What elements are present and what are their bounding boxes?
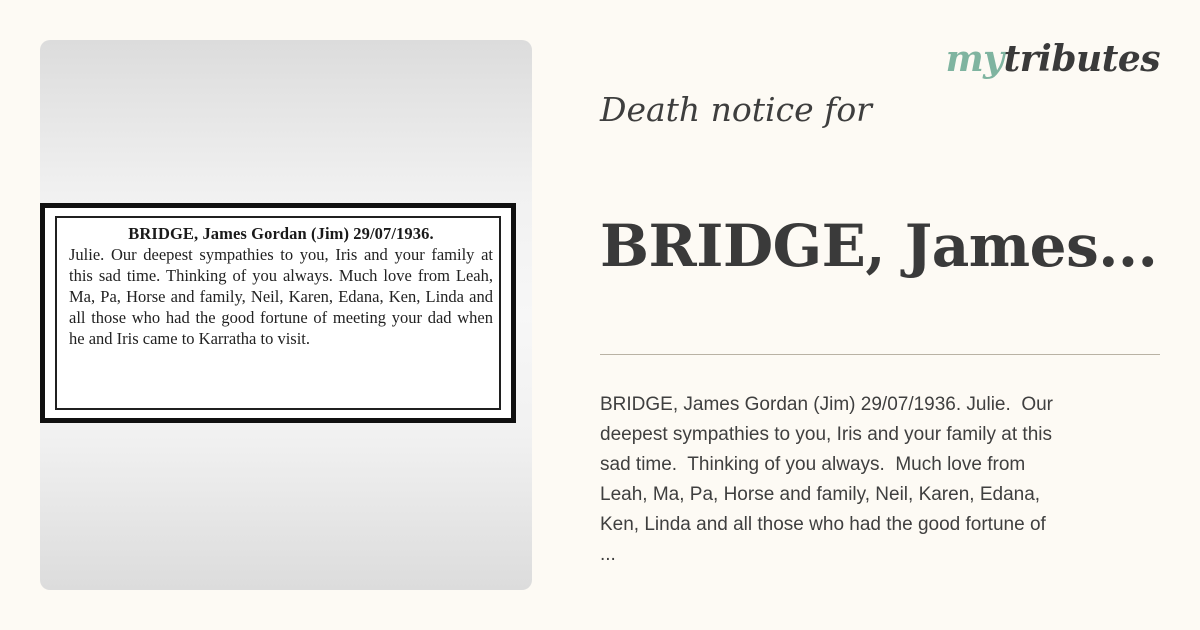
- notice-excerpt: BRIDGE, James Gordan (Jim) 29/07/1936. Julie. Our deepest sympathies to you, Iris and your family at this sad time. Thinking of you always. Much love from Leah, Ma, Pa, Horse and family, Neil, Karen, Edana, Ken, Linda and all those who had the good fortune of ...: [600, 394, 1054, 565]
- logo-suffix: tributes: [1003, 38, 1160, 80]
- notice-image: [40, 40, 532, 590]
- page-kicker: Death notice for: [600, 90, 872, 129]
- deceased-name-title: BRIDGE, James...: [600, 212, 1158, 280]
- logo-prefix: my: [945, 38, 1004, 80]
- mytributes-logo[interactable]: [946, 38, 1160, 80]
- divider: [600, 354, 1160, 355]
- clipping-heading: BRIDGE, James Gordan (Jim) 29/07/1936.: [128, 224, 434, 243]
- newspaper-clipping: [40, 203, 516, 423]
- clipping-body: Julie. Our deepest sympathies to you, Iris and your family at this sad time. Thinking of you always. Much love from Leah, Ma, Pa, Horse and family, Neil, Karen, Edana, Ken, Linda and all those who had the good fortune of meeting your dad when he and Iris came to Karratha to visit.: [69, 245, 493, 348]
- clipping-border: [55, 216, 501, 410]
